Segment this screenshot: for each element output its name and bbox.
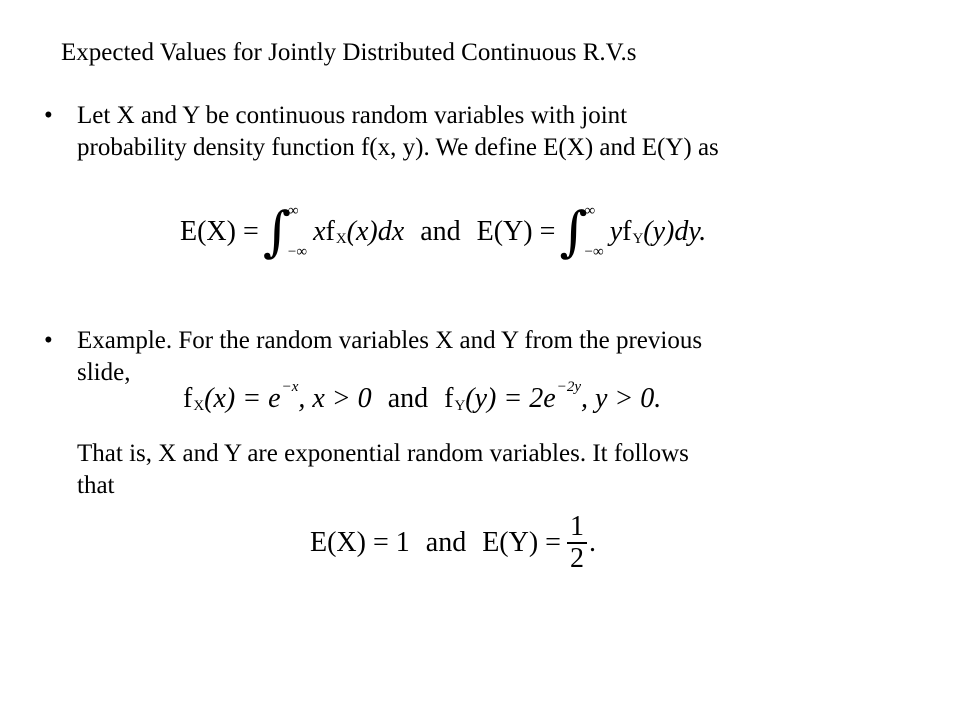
- fraction-denominator: 2: [569, 542, 584, 574]
- conclusion-paragraph: [77, 438, 907, 502]
- eq2-sup-y: −2y: [556, 378, 581, 395]
- lower-limit: −∞: [287, 244, 308, 260]
- eq1-lhs-x: E(X) =: [180, 216, 259, 247]
- eq3-period: .: [588, 527, 596, 558]
- eq1-sub-x: X: [335, 230, 347, 247]
- eq3-ex: E(X) = 1: [310, 527, 410, 558]
- eq1-and: and: [420, 216, 461, 247]
- eq2-f-y: f: [444, 383, 454, 414]
- eq2-and: and: [387, 383, 429, 414]
- bullet-1-line-1: Let X and Y be continuous random variables with joint: [77, 102, 628, 129]
- eq1-lhs-y: E(Y) =: [476, 216, 556, 247]
- eq1-f-x: f: [325, 216, 335, 247]
- eq1-f-y: f: [622, 216, 632, 247]
- conclusion-line-1: That is, X and Y are exponential random variables. It follows: [77, 440, 689, 467]
- upper-limit: ∞: [287, 203, 299, 219]
- integral-sign: ∫: [262, 200, 291, 263]
- bullet-1-line-2: probability density function f(x, y). We define E(X) and E(Y) as: [77, 134, 719, 161]
- eq1-var-x: x: [313, 216, 326, 247]
- lower-limit: −∞: [584, 244, 604, 260]
- integral-symbol-y: [559, 200, 604, 263]
- equation-marginal-densities: [183, 377, 661, 421]
- integral-symbol-x: [262, 200, 308, 263]
- bullet-2-line-1: Example. For the random variables X and Y from the previous: [77, 327, 703, 354]
- equation-expected-values: [180, 200, 706, 264]
- bullet-1-text: [77, 100, 907, 164]
- fraction-one-half: [567, 512, 587, 574]
- integral-limits: [585, 204, 604, 260]
- bullet-2-line-2: slide,: [77, 359, 131, 386]
- eq1-arg-y: (y)dy.: [643, 216, 707, 247]
- bullet-marker-1: •: [44, 102, 53, 129]
- eq2-cond-y: , y > 0.: [580, 383, 662, 414]
- eq2-cond-x: , x > 0: [298, 383, 372, 414]
- eq1-arg-x: (x)dx: [346, 216, 405, 247]
- integral-limits: [288, 204, 307, 260]
- eq2-arg-x: (x) = e: [204, 383, 281, 414]
- eq2-arg-y: (y) = 2e: [465, 383, 556, 414]
- conclusion-line-2: that: [77, 472, 115, 499]
- eq2-sup-x: −x: [281, 378, 299, 395]
- eq1-sub-y: Y: [632, 230, 644, 247]
- eq2-f-x: f: [183, 383, 193, 414]
- fraction-numerator: 1: [569, 511, 584, 543]
- integral-sign: ∫: [559, 200, 588, 263]
- eq3-ey: E(Y) =: [482, 527, 561, 558]
- upper-limit: ∞: [584, 203, 596, 219]
- slide-title: Expected Values for Jointly Distributed Continuous R.V.s: [61, 39, 637, 66]
- bullet-marker-2: •: [44, 327, 53, 354]
- equation-results: [310, 505, 596, 581]
- eq2-sub-y: Y: [454, 397, 466, 414]
- eq1-var-y: y: [609, 216, 623, 247]
- eq2-sub-x: X: [193, 397, 205, 414]
- eq3-and: and: [425, 527, 467, 558]
